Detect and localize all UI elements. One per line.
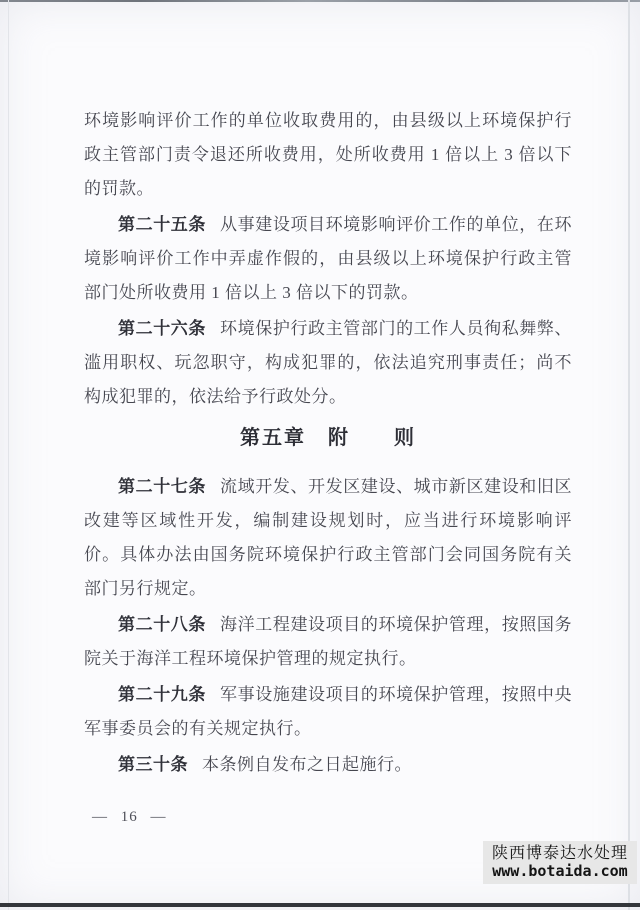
article-number: 第二十七条 (118, 477, 207, 496)
scan-bottom-edge (0, 903, 640, 907)
article-number: 第二十九条 (118, 685, 207, 704)
paragraph-text: 环境影响评价工作的单位收取费用的，由县级以上环境保护行政主管部门责令退还所收费用，处所收费用 1 倍以上 3 倍以下的罚款。 (84, 111, 572, 198)
paragraph-text: 海洋工程建设项目的环境保护管理，按照国务院关于海洋工程环境保护管理的规定执行。 (84, 615, 573, 668)
document-text-block (84, 104, 572, 784)
article-number: 第二十五条 (118, 215, 207, 234)
paragraph (84, 208, 572, 310)
scan-right-edge (628, 0, 630, 910)
scan-top-edge (0, 0, 640, 2)
paragraph (84, 748, 572, 782)
paragraph-text: 军事设施建设项目的环境保护管理，按照中央军事委员会的有关规定执行。 (84, 685, 573, 738)
watermark-company-name: 陕西博泰达水处理 (491, 845, 628, 862)
paragraph (84, 104, 572, 206)
paragraph-text: 本条例自发布之日起施行。 (202, 755, 412, 774)
paragraph-text: 环境保护行政主管部门的工作人员徇私舞弊、滥用职权、玩忽职守，构成犯罪的，依法追究刑事责任；尚不构成犯罪的，依法给予行政处分。 (84, 319, 573, 406)
article-number: 第二十六条 (118, 319, 207, 338)
chapter-heading: 第五章 附 则 (240, 427, 416, 449)
paragraph-text: 从事建设项目环境影响评价工作的单位，在环境影响评价工作中弄虚作假的，由县级以上环境保护行政主管部门处所收费用 1 倍以上 3 倍以下的罚款。 (84, 215, 573, 302)
paragraph (84, 678, 572, 746)
scan-left-edge (8, 0, 9, 910)
paragraph-text: 流域开发、开发区建设、城市新区建设和旧区改建等区域性开发，编制建设规划时，应当进行环境影响评价。具体办法由国务院环境保护行政主管部门会同国务院有关部门另行规定。 (84, 477, 573, 598)
watermark-badge (483, 841, 637, 884)
paragraph (84, 312, 572, 414)
page-number: — 16 — (92, 809, 167, 825)
paragraph (84, 470, 572, 606)
article-number: 第二十八条 (118, 615, 207, 634)
paragraph (84, 608, 572, 676)
article-number: 第三十条 (118, 755, 188, 774)
watermark-url: www.botaida.com (492, 862, 628, 880)
